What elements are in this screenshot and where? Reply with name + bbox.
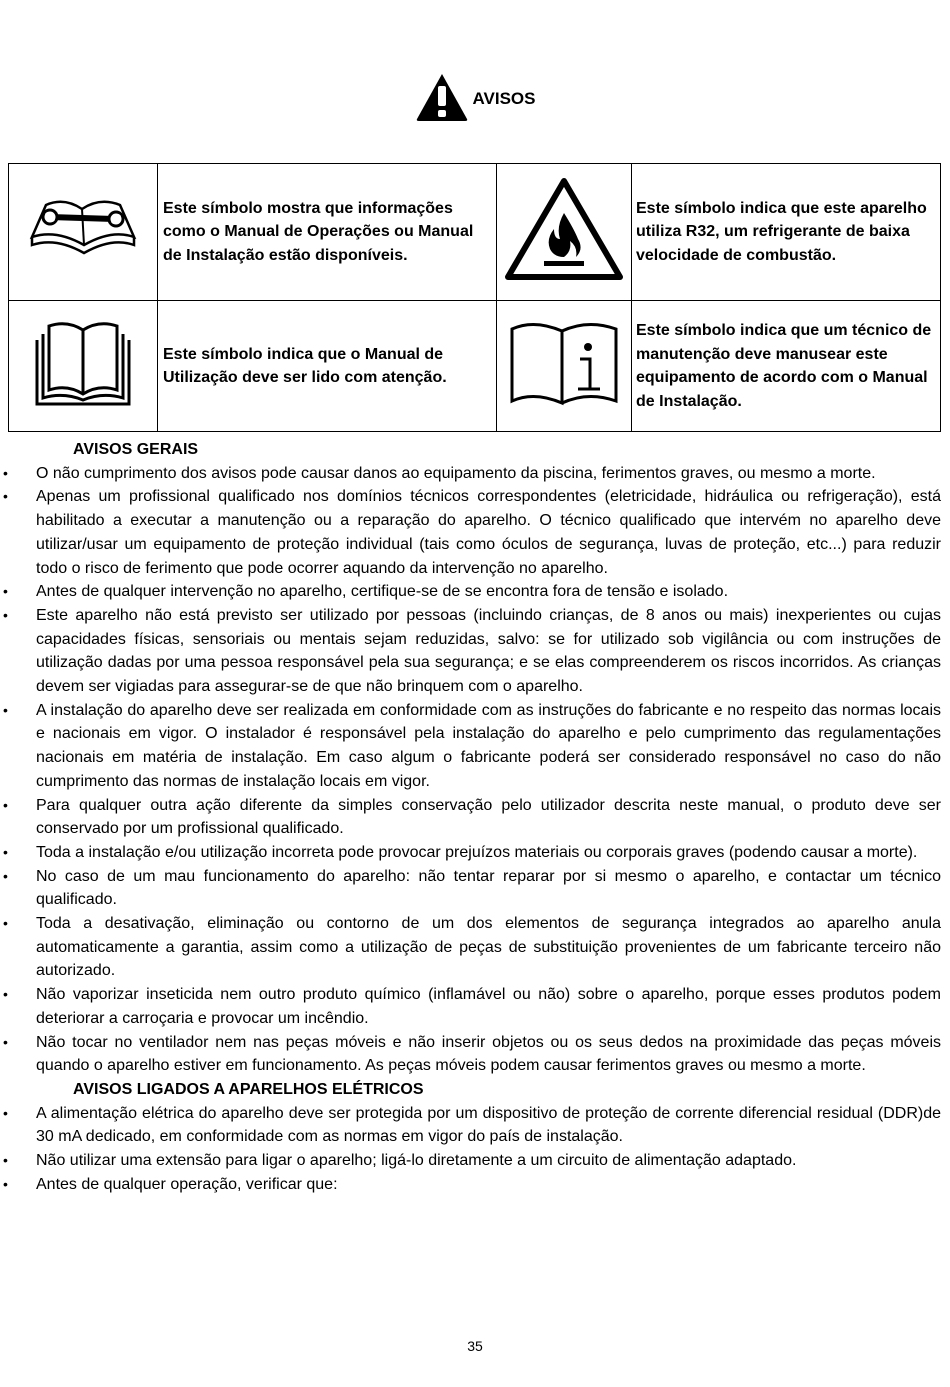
- symbol-description: Este símbolo indica que este aparelho utiliza R32, um refrigerante de baixa velocidade de combustão.: [632, 164, 941, 301]
- manual-wrench-icon: [24, 195, 142, 265]
- list-item: • O não cumprimento dos avisos pode causar danos ao equipamento da piscina, ferimentos graves, ou mesmo a morte.: [0, 462, 950, 486]
- warnings-body: [0, 438, 950, 1197]
- list-item: • No caso de um mau funcionamento do aparelho: não tentar reparar por si mesmo o aparelho, e contactar um técnico qualificado.: [0, 865, 950, 912]
- info-manual-icon: [508, 319, 620, 409]
- symbol-description: Este símbolo indica que um técnico de manutenção deve manusear este equipamento de acordo com o Manual de Instalação.: [632, 301, 941, 432]
- list-item: • Toda a instalação e/ou utilização incorreta pode provocar prejuízos materiais ou corporais graves (podendo causar a morte).: [0, 841, 950, 865]
- list-item: • Este aparelho não está previsto ser utilizado por pessoas (incluindo crianças, de 8 anos ou mais) inexperientes ou cujas capacidades físicas, sensoriais ou mentais sejam reduzidas, salvo: se for utilizado sob vigilância ou com instruções de utilização dadas por uma pessoa responsável pela sua segurança; e se elas compreenderem os riscos incorridos. As crianças devem ser vigiadas para assegurar-se de que não brinquem com o aparelho.: [0, 604, 950, 699]
- list-item: • A alimentação elétrica do aparelho deve ser protegida por um dispositivo de proteção de corrente diferencial residual (DDR)de 30 mA dedicado, em conformidade com as normas em vigor do país de instalação.: [0, 1102, 950, 1149]
- page-title: AVISOS: [472, 89, 536, 108]
- electrical-warnings-list: [0, 1102, 950, 1197]
- flammable-warning-icon: [504, 177, 624, 283]
- symbol-cell: [9, 164, 158, 301]
- list-item: • Antes de qualquer intervenção no aparelho, certifique-se de se encontra fora de tensão e isolado.: [0, 580, 950, 604]
- list-item: • Não utilizar uma extensão para ligar o aparelho; ligá-lo diretamente a um circuito de alimentação adaptado.: [0, 1149, 950, 1173]
- page-header: [0, 72, 950, 127]
- general-warnings-list: [0, 462, 950, 1078]
- list-item: • Antes de qualquer operação, verificar que:: [0, 1173, 950, 1197]
- page-number: 35: [467, 1338, 483, 1354]
- list-item: • Apenas um profissional qualificado nos domínios técnicos correspondentes (eletricidade, hidráulica ou refrigeração), está habilitado a executar a manutenção ou a reparação do aparelho. O técnico qualificado que intervém no aparelho deve utilizar/usar um equipamento de proteção individual (tais como óculos de segurança, luvas de proteção, etc...) para reduzir todo o risco de ferimento que pode ocorrer aquando da intervenção no aparelho.: [0, 485, 950, 580]
- symbol-description: Este símbolo indica que o Manual de Utilização deve ser lido com atenção.: [158, 301, 497, 432]
- list-item: • Para qualquer outra ação diferente da simples conservação pelo utilizador descrita neste manual, o produto deve ser conservado por um profissional qualificado.: [0, 794, 950, 841]
- warning-triangle-icon: [415, 72, 469, 122]
- section-heading: AVISOS GERAIS: [73, 441, 199, 458]
- list-item: • Não vaporizar inseticida nem outro produto químico (inflamável ou não) sobre o aparelho, porque esses produtos podem deteriorar a carroçaria e provocar um incêndio.: [0, 983, 950, 1030]
- symbol-description: Este símbolo mostra que informações como o Manual de Operações ou Manual de Instalação estão disponíveis.: [158, 164, 497, 301]
- open-book-icon: [33, 320, 133, 408]
- list-item: • A instalação do aparelho deve ser realizada em conformidade com as instruções do fabricante e no respeito das normas locais e nacionais em vigor. O instalador é responsável pela instalação do aparelho e pelo cumprimento das regulamentações nacionais em matéria de instalação. Em caso algum o fabricante poderá ser considerado responsável no caso do não cumprimento das normas de instalação locais em vigor.: [0, 699, 950, 794]
- symbols-table: [8, 163, 941, 432]
- list-item: • Não tocar no ventilador nem nas peças móveis e não inserir objetos ou os seus dedos na proximidade das peças móveis quando o aparelho estiver em funcionamento. As peças móveis podem causar ferimentos graves ou mesmo a morte.: [0, 1031, 950, 1078]
- symbol-cell: [497, 164, 632, 301]
- list-item: • Toda a desativação, eliminação ou contorno de um dos elementos de segurança integrados ao aparelho anula automaticamente a garantia, assim como a utilização de peças de substituição provenientes de um fabricante terceiro não autorizado.: [0, 912, 950, 983]
- section-heading: AVISOS LIGADOS A APARELHOS ELÉTRICOS: [73, 1080, 424, 1098]
- symbol-cell: [497, 301, 632, 432]
- symbol-cell: [9, 301, 158, 432]
